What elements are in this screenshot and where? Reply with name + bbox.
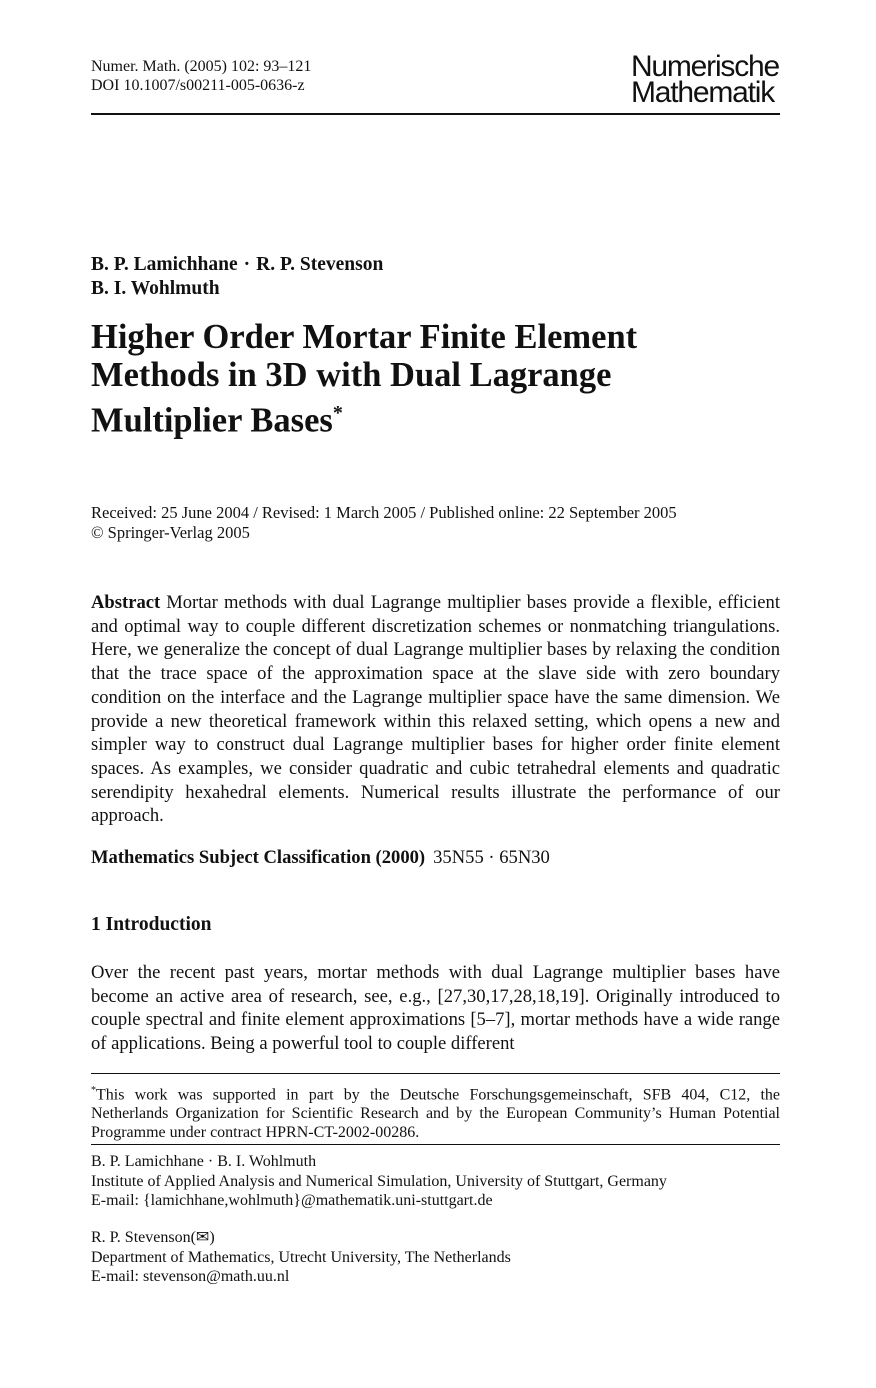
footnote-divider bbox=[91, 1073, 780, 1074]
affiliation-names: R. P. Stevenson( bbox=[91, 1229, 196, 1246]
msc-label: Mathematics Subject Classification (2000) bbox=[91, 847, 426, 868]
abstract bbox=[91, 591, 780, 828]
affiliation-email: E-mail: {lamichhane,wohlmuth}@mathematik.uni-stuttgart.de bbox=[91, 1192, 493, 1209]
affiliation-names-close: ) bbox=[209, 1229, 215, 1246]
affiliation-divider bbox=[91, 1144, 780, 1145]
author-list bbox=[91, 253, 383, 301]
affiliation-email: E-mail: stevenson@math.uu.nl bbox=[91, 1268, 290, 1285]
citation-journal-volume: Numer. Math. (2005) 102: 93–121 bbox=[91, 58, 312, 75]
envelope-icon: ✉ bbox=[195, 1229, 210, 1246]
affiliation-institution: Institute of Applied Analysis and Numerical Simulation, University of Stuttgart, Germany bbox=[91, 1172, 667, 1190]
journal-logo bbox=[630, 50, 779, 109]
section-body: Over the recent past years, mortar methods with dual Lagrange multiplier bases have become an active area of research, see, e.g., [27,30,17,28,18,19]. Originally introduced to couple spectral and finite element approximations [5–7], mortar methods have a wide range of applications. Being a powerful tool to couple different bbox=[91, 962, 780, 1055]
affiliation-block bbox=[91, 1152, 667, 1211]
abstract-label: Abstract bbox=[91, 592, 161, 613]
citation-doi: DOI 10.1007/s00211-005-0636-z bbox=[91, 77, 305, 94]
history-dates: Received: 25 June 2004 / Revised: 1 March 2005 / Published online: 22 September 2005 bbox=[91, 503, 677, 522]
title-line: Methods in 3D with Dual Lagrange bbox=[91, 356, 612, 394]
paper-title bbox=[91, 318, 791, 440]
title-footnote-marker: * bbox=[332, 402, 343, 424]
affiliation-institution: Department of Mathematics, Utrecht University, The Netherlands bbox=[91, 1248, 511, 1266]
msc-codes: 35N55 · 65N30 bbox=[433, 847, 550, 868]
citation bbox=[91, 57, 311, 95]
author-name: B. I. Wohlmuth bbox=[91, 278, 220, 299]
footnote-text: This work was supported in part by the Deutsche Forschungsgemeinschaft, SFB 404, C12, the Netherlands Organization for Scientific Research and by the European Community’s Human Potential Programme under contract HPRN-CT-2002-00286. bbox=[91, 1086, 780, 1142]
affiliation-block bbox=[91, 1228, 511, 1287]
abstract-text: Mortar methods with dual Lagrange multiplier bases provide a flexible, efficient and optimal way to couple different discretization schemes or nonmatching triangulations. Here, we generalize the concept of dual Lagrange multiplier bases by relaxing the condition that the trace space of the approximation space at the slave side with zero boundary condition on the interface and the Lagrange multiplier space have the same dimension. We provide a new theoretical framework within this relaxed setting, which opens a new and simpler way to construct dual Lagrange multiplier bases for higher order finite element spaces. As examples, we consider quadratic and cubic tetrahedral elements and quadratic serendipity hexahedral elements. Numerical results illustrate the performance of our approach. bbox=[91, 592, 780, 827]
footnote-marker: * bbox=[91, 1085, 96, 1096]
affiliation-names: B. P. Lamichhane · B. I. Wohlmuth bbox=[91, 1153, 317, 1170]
journal-logo-line2: Mathematik bbox=[630, 76, 774, 109]
subject-classification bbox=[91, 846, 550, 869]
header-divider bbox=[91, 113, 780, 115]
journal-logo-line1: Numerische bbox=[630, 50, 779, 83]
publication-dates bbox=[91, 503, 677, 543]
copyright-notice: © Springer-Verlag 2005 bbox=[91, 523, 250, 542]
author-separator: · bbox=[243, 254, 251, 275]
title-line: Higher Order Mortar Finite Element bbox=[91, 318, 638, 356]
author-name: R. P. Stevenson bbox=[256, 254, 384, 275]
author-name: B. P. Lamichhane bbox=[91, 254, 238, 275]
section-heading: 1 Introduction bbox=[91, 914, 212, 935]
title-line: Multiplier Bases bbox=[91, 401, 333, 440]
footnote bbox=[91, 1081, 780, 1142]
